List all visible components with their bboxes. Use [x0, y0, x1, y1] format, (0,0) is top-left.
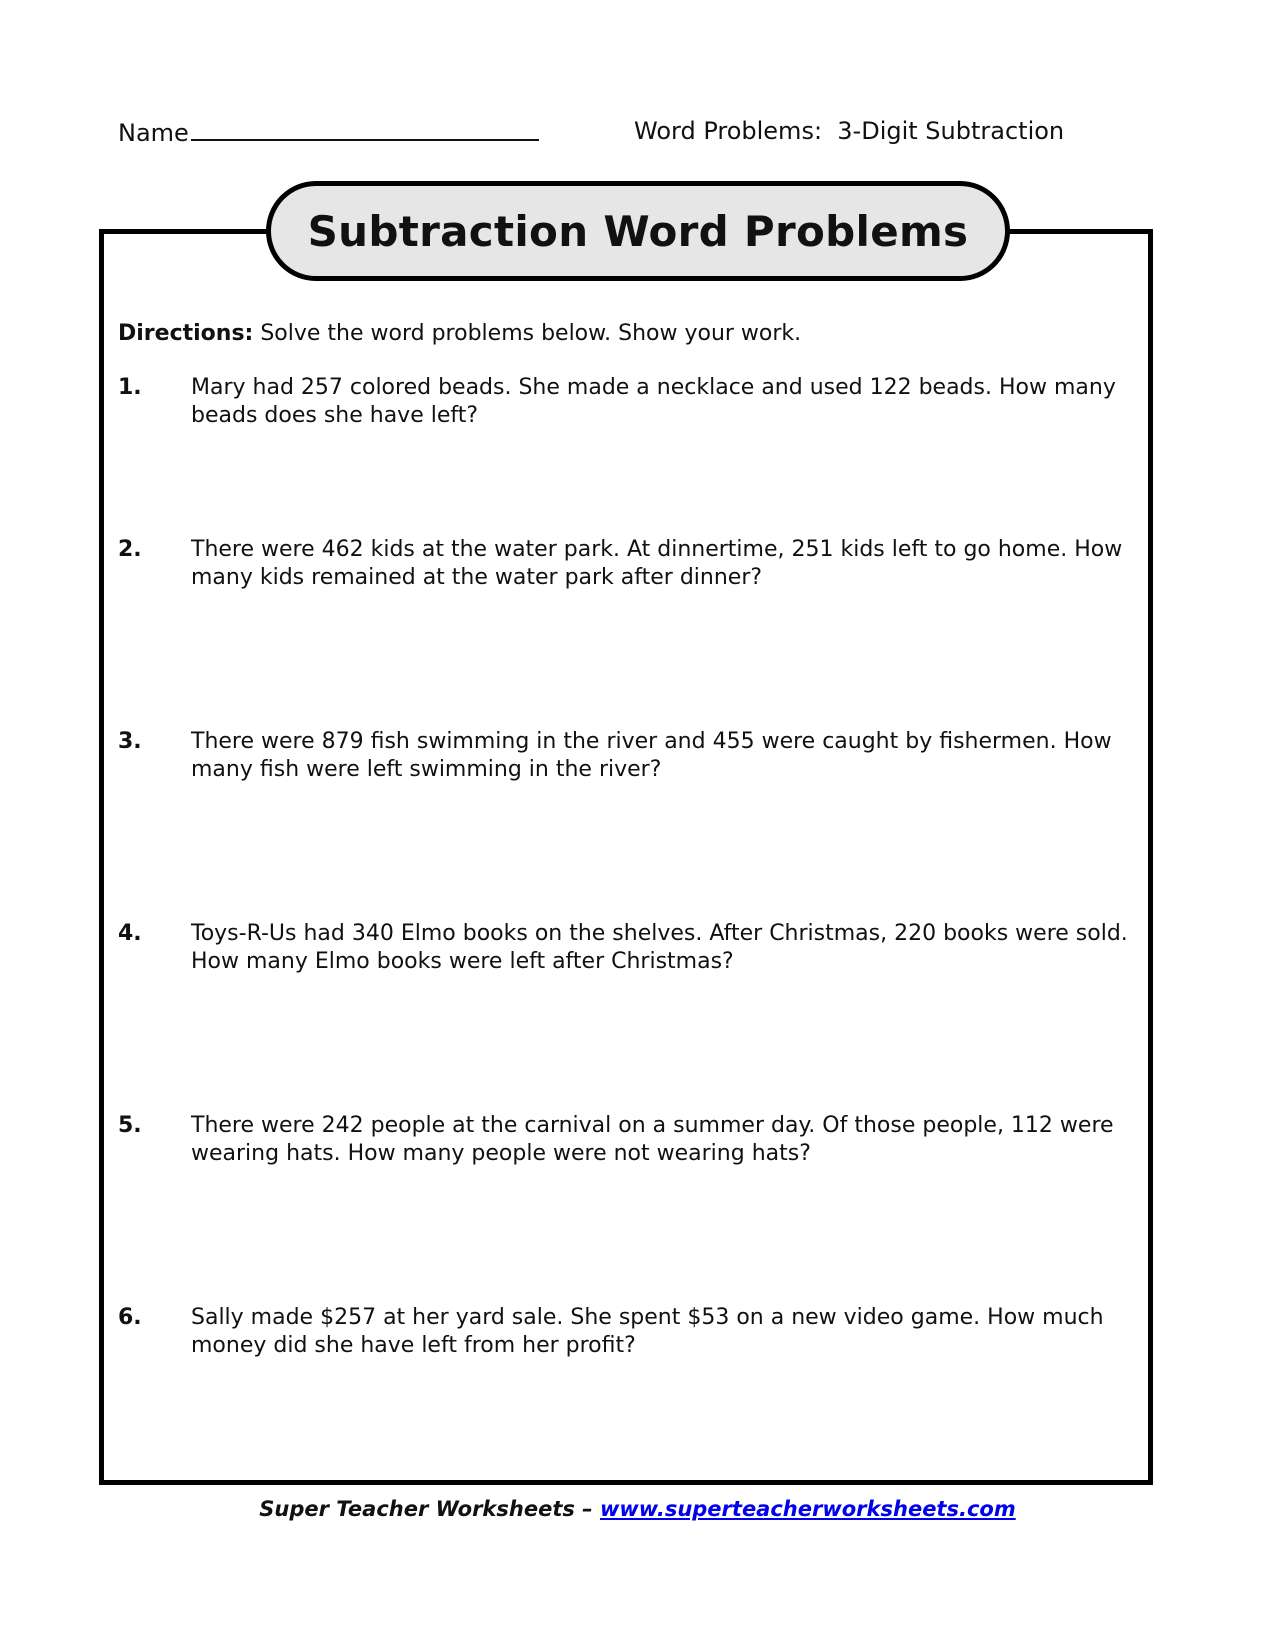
- problem-number: 5.: [118, 1113, 142, 1138]
- name-label: Name: [118, 119, 189, 147]
- problem-text: There were 242 people at the carnival on a summer day. Of those people, 112 were wearing hats. How many people were not wearing hats?: [191, 1113, 1114, 1166]
- page-title: Subtraction Word Problems: [266, 181, 1010, 281]
- problem-number: 1.: [118, 375, 142, 400]
- worksheet-topic: Word Problems: 3-Digit Subtraction: [634, 117, 1065, 145]
- problem-number: 6.: [118, 1305, 142, 1330]
- name-field: [118, 117, 539, 147]
- footer: [0, 1497, 1275, 1521]
- footer-brand: Super Teacher Worksheets –: [259, 1497, 600, 1521]
- problem-number: 2.: [118, 537, 142, 562]
- directions-text: Solve the word problems below. Show your work.: [253, 321, 802, 346]
- problem-text: Sally made $257 at her yard sale. She spent $53 on a new video game. How much money did she have left from her profit?: [191, 1305, 1104, 1358]
- problem-text: Toys-R-Us had 340 Elmo books on the shelves. After Christmas, 220 books were sold. How many Elmo books were left after Christmas?: [191, 921, 1128, 974]
- problem-number: 3.: [118, 729, 142, 754]
- directions: [118, 321, 801, 346]
- name-blank-line: [191, 117, 539, 141]
- directions-label: Directions:: [118, 321, 254, 346]
- problem-number: 4.: [118, 921, 142, 946]
- problem-text: There were 879 fish swimming in the river and 455 were caught by fishermen. How many fish were left swimming in the river?: [191, 729, 1112, 782]
- problem-text: Mary had 257 colored beads. She made a necklace and used 122 beads. How many beads does she have left?: [191, 375, 1116, 428]
- footer-website-link[interactable]: www.superteacherworksheets.com: [599, 1497, 1016, 1521]
- problem-text: There were 462 kids at the water park. At dinnertime, 251 kids left to go home. How many kids remained at the water park after dinner?: [191, 537, 1123, 590]
